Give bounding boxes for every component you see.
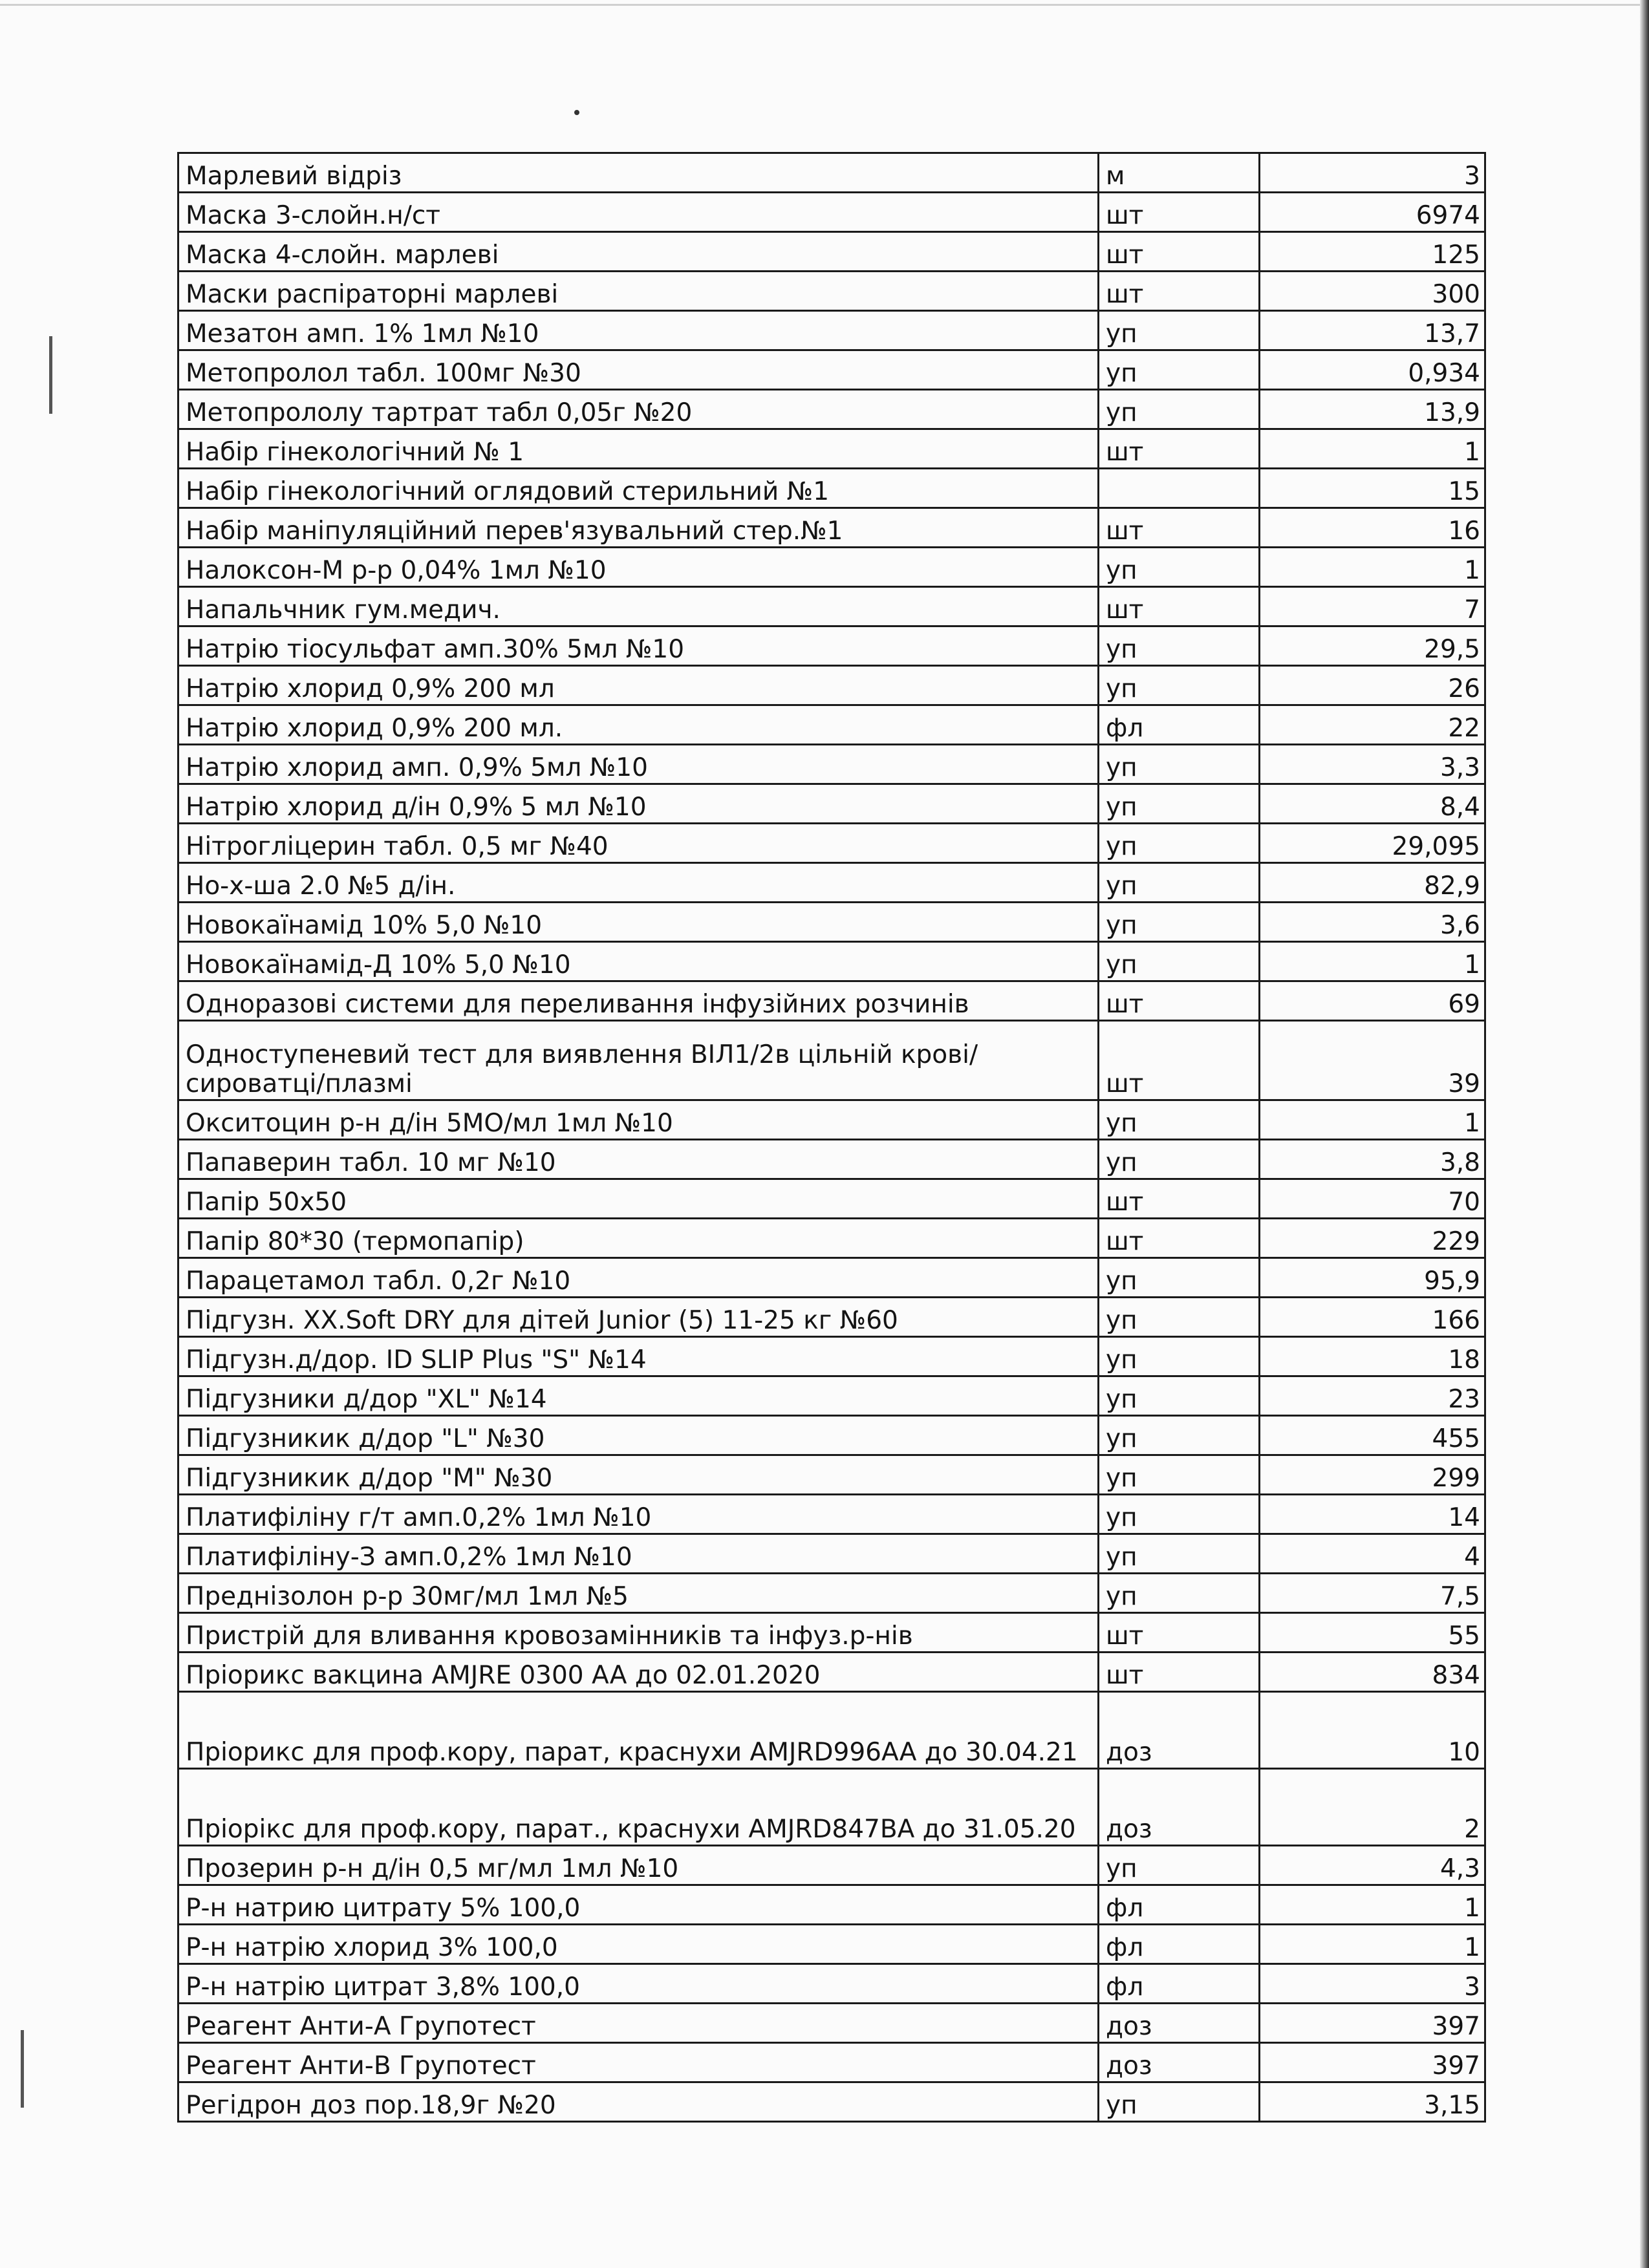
quantity-cell: 3,15	[1260, 2082, 1485, 2122]
unit-cell: шт	[1099, 981, 1260, 1021]
item-name-cell: Натрію хлорид д/ін 0,9% 5 мл №10	[178, 784, 1099, 824]
unit-cell: уп	[1099, 626, 1260, 666]
item-name-cell: Пріорикс вакцина AMJRE 0300 AA до 02.01.2020	[178, 1653, 1099, 1692]
quantity-cell: 3,3	[1260, 745, 1485, 784]
table-row	[178, 2043, 1485, 2082]
table-row	[178, 2082, 1485, 2122]
quantity-cell: 95,9	[1260, 1258, 1485, 1298]
unit-cell: уп	[1099, 311, 1260, 350]
item-name-cell: Папір 80*30 (термопапір)	[178, 1219, 1099, 1258]
unit-cell: шт	[1099, 272, 1260, 311]
table-row	[178, 1376, 1485, 1416]
item-name-cell: Набір гінекологічний № 1	[178, 429, 1099, 469]
quantity-cell: 18	[1260, 1337, 1485, 1376]
unit-cell: доз	[1099, 1692, 1260, 1769]
table-row	[178, 1495, 1485, 1534]
quantity-cell: 1	[1260, 942, 1485, 981]
item-name-cell: Платифіліну г/т амп.0,2% 1мл №10	[178, 1495, 1099, 1534]
table-row	[178, 350, 1485, 390]
table-row	[178, 429, 1485, 469]
item-name-cell: Метопролол табл. 100мг №30	[178, 350, 1099, 390]
table-row	[178, 548, 1485, 587]
item-name-cell: Натрію тіосульфат амп.30% 5мл №10	[178, 626, 1099, 666]
item-name-cell: Набір гінекологічний оглядовий стерильний №1	[178, 469, 1099, 508]
quantity-cell: 13,9	[1260, 390, 1485, 429]
item-name-cell: Марлевий відріз	[178, 153, 1099, 193]
quantity-cell: 10	[1260, 1692, 1485, 1769]
item-name-cell: Натрію хлорид 0,9% 200 мл.	[178, 705, 1099, 745]
quantity-cell: 125	[1260, 232, 1485, 272]
quantity-cell: 39	[1260, 1021, 1485, 1100]
unit-cell: шт	[1099, 429, 1260, 469]
table-row	[178, 903, 1485, 942]
table-row	[178, 153, 1485, 193]
quantity-cell: 15	[1260, 469, 1485, 508]
unit-cell	[1099, 469, 1260, 508]
quantity-cell: 16	[1260, 508, 1485, 548]
table-row	[178, 863, 1485, 903]
unit-cell: шт	[1099, 1653, 1260, 1692]
quantity-cell: 2	[1260, 1769, 1485, 1846]
quantity-cell: 455	[1260, 1416, 1485, 1455]
quantity-cell: 70	[1260, 1179, 1485, 1219]
unit-cell: шт	[1099, 1179, 1260, 1219]
unit-cell: шт	[1099, 1219, 1260, 1258]
quantity-cell: 1	[1260, 1885, 1485, 1925]
table-row	[178, 1298, 1485, 1337]
quantity-cell: 7	[1260, 587, 1485, 626]
item-name-cell: Підгузн. XX.Soft DRY для дітей Junior (5) 11-25 кг №60	[178, 1298, 1099, 1337]
table-row	[178, 1455, 1485, 1495]
ink-speck	[574, 110, 579, 115]
item-name-cell: Натрію хлорид 0,9% 200 мл	[178, 666, 1099, 705]
table-row	[178, 1925, 1485, 1964]
quantity-cell: 14	[1260, 1495, 1485, 1534]
item-name-cell: Підгузники д/дор "XL" №14	[178, 1376, 1099, 1416]
item-name-cell: Парацетамол табл. 0,2г №10	[178, 1258, 1099, 1298]
unit-cell: шт	[1099, 1613, 1260, 1653]
table-row	[178, 390, 1485, 429]
quantity-cell: 7,5	[1260, 1574, 1485, 1613]
quantity-cell: 55	[1260, 1613, 1485, 1653]
unit-cell: уп	[1099, 784, 1260, 824]
table-row	[178, 193, 1485, 232]
unit-cell: уп	[1099, 1574, 1260, 1613]
item-name-cell: Окситоцин р-н д/ін 5МО/мл 1мл №10	[178, 1100, 1099, 1140]
item-name-cell: Мезатон амп. 1% 1мл №10	[178, 311, 1099, 350]
unit-cell: уп	[1099, 745, 1260, 784]
unit-cell: уп	[1099, 942, 1260, 981]
table-row	[178, 981, 1485, 1021]
unit-cell: шт	[1099, 587, 1260, 626]
quantity-cell: 300	[1260, 272, 1485, 311]
quantity-cell: 166	[1260, 1298, 1485, 1337]
quantity-cell: 299	[1260, 1455, 1485, 1495]
unit-cell: уп	[1099, 1298, 1260, 1337]
unit-cell: уп	[1099, 1140, 1260, 1179]
table-row	[178, 1258, 1485, 1298]
unit-cell: уп	[1099, 666, 1260, 705]
table-row	[178, 705, 1485, 745]
unit-cell: доз	[1099, 2004, 1260, 2043]
unit-cell: уп	[1099, 1534, 1260, 1574]
quantity-cell: 69	[1260, 981, 1485, 1021]
unit-cell: фл	[1099, 1925, 1260, 1964]
table-row	[178, 1179, 1485, 1219]
table-row	[178, 784, 1485, 824]
table-row	[178, 469, 1485, 508]
table-row	[178, 1337, 1485, 1376]
table-row	[178, 1100, 1485, 1140]
quantity-cell: 3	[1260, 153, 1485, 193]
table-row	[178, 1692, 1485, 1769]
quantity-cell: 3,6	[1260, 903, 1485, 942]
item-name-cell: Підгузникик д/дор "M" №30	[178, 1455, 1099, 1495]
table-row	[178, 272, 1485, 311]
item-name-cell: Підгузн.д/дор. ID SLIP Plus "S" №14	[178, 1337, 1099, 1376]
quantity-cell: 29,5	[1260, 626, 1485, 666]
item-name-cell: Р-н натрію хлорид 3% 100,0	[178, 1925, 1099, 1964]
quantity-cell: 3,8	[1260, 1140, 1485, 1179]
unit-cell: уп	[1099, 1376, 1260, 1416]
quantity-cell: 29,095	[1260, 824, 1485, 863]
unit-cell: уп	[1099, 1846, 1260, 1885]
item-name-cell: Пристрій для вливання кровозамінників та інфуз.р-нів	[178, 1613, 1099, 1653]
table-row	[178, 1846, 1485, 1885]
unit-cell: уп	[1099, 1416, 1260, 1455]
item-name-cell: Метопрололу тартрат табл 0,05г №20	[178, 390, 1099, 429]
item-name-cell: Маски распіраторні марлеві	[178, 272, 1099, 311]
quantity-cell: 4,3	[1260, 1846, 1485, 1885]
quantity-cell: 1	[1260, 548, 1485, 587]
item-name-cell: Преднізолон р-р 30мг/мл 1мл №5	[178, 1574, 1099, 1613]
quantity-cell: 0,934	[1260, 350, 1485, 390]
unit-cell: уп	[1099, 903, 1260, 942]
quantity-cell: 13,7	[1260, 311, 1485, 350]
quantity-cell: 23	[1260, 1376, 1485, 1416]
unit-cell: уп	[1099, 1258, 1260, 1298]
item-name-cell: Одноразові системи для переливання інфузійних розчинів	[178, 981, 1099, 1021]
item-name-cell: Платифіліну-З амп.0,2% 1мл №10	[178, 1534, 1099, 1574]
table-row	[178, 942, 1485, 981]
item-name-cell: Маска 4-слойн. марлеві	[178, 232, 1099, 272]
item-name-cell: Напальчник гум.медич.	[178, 587, 1099, 626]
item-name-cell: Одноступеневий тест для виявлення ВІЛ1/2в цільній крові/сироватці/плазмі	[178, 1021, 1099, 1100]
item-name-cell: Натрію хлорид амп. 0,9% 5мл №10	[178, 745, 1099, 784]
item-name-cell: Папаверин табл. 10 мг №10	[178, 1140, 1099, 1179]
unit-cell: фл	[1099, 1885, 1260, 1925]
item-name-cell: Р-н натрию цитрату 5% 100,0	[178, 1885, 1099, 1925]
quantity-cell: 229	[1260, 1219, 1485, 1258]
quantity-cell: 1	[1260, 1100, 1485, 1140]
unit-cell: шт	[1099, 193, 1260, 232]
inventory-table	[177, 152, 1486, 2123]
unit-cell: уп	[1099, 1495, 1260, 1534]
item-name-cell: Новокаїнамід-Д 10% 5,0 №10	[178, 942, 1099, 981]
table-row	[178, 1534, 1485, 1574]
table-row	[178, 1574, 1485, 1613]
item-name-cell: Прозерин р-н д/ін 0,5 мг/мл 1мл №10	[178, 1846, 1099, 1885]
unit-cell: доз	[1099, 1769, 1260, 1846]
quantity-cell: 3	[1260, 1964, 1485, 2004]
item-name-cell: Реагент Анти-А Групотест	[178, 2004, 1099, 2043]
table-row	[178, 1653, 1485, 1692]
table-row	[178, 1964, 1485, 2004]
item-name-cell: Нітрогліцерин табл. 0,5 мг №40	[178, 824, 1099, 863]
quantity-cell: 6974	[1260, 193, 1485, 232]
unit-cell: доз	[1099, 2043, 1260, 2082]
quantity-cell: 397	[1260, 2043, 1485, 2082]
table-row	[178, 311, 1485, 350]
item-name-cell: Пріорикс для проф.кору, парат, краснухи AMJRD996AA до 30.04.21	[178, 1692, 1099, 1769]
table-row	[178, 1885, 1485, 1925]
unit-cell: уп	[1099, 1337, 1260, 1376]
table-row	[178, 232, 1485, 272]
quantity-cell: 1	[1260, 1925, 1485, 1964]
item-name-cell: Набір маніпуляційний перев'язувальний стер.№1	[178, 508, 1099, 548]
table-row	[178, 824, 1485, 863]
unit-cell: уп	[1099, 390, 1260, 429]
item-name-cell: Пріорікс для проф.кору, парат., краснухи AMJRD847BA до 31.05.20	[178, 1769, 1099, 1846]
table-row	[178, 1416, 1485, 1455]
table-row	[178, 745, 1485, 784]
quantity-cell: 397	[1260, 2004, 1485, 2043]
table-row	[178, 1021, 1485, 1100]
quantity-cell: 1	[1260, 429, 1485, 469]
unit-cell: уп	[1099, 350, 1260, 390]
quantity-cell: 26	[1260, 666, 1485, 705]
item-name-cell: Реагент Анти-В Групотест	[178, 2043, 1099, 2082]
item-name-cell: Підгузникик д/дор "L" №30	[178, 1416, 1099, 1455]
quantity-cell: 834	[1260, 1653, 1485, 1692]
unit-cell: м	[1099, 153, 1260, 193]
unit-cell: шт	[1099, 508, 1260, 548]
unit-cell: фл	[1099, 705, 1260, 745]
unit-cell: уп	[1099, 824, 1260, 863]
table-row	[178, 2004, 1485, 2043]
punch-mark-upper	[49, 336, 52, 414]
unit-cell: фл	[1099, 1964, 1260, 2004]
item-name-cell: Маска 3-слойн.н/ст	[178, 193, 1099, 232]
scan-top-rule	[0, 4, 1640, 6]
scan-right-edge	[1640, 0, 1649, 2268]
item-name-cell: Регідрон доз пор.18,9г №20	[178, 2082, 1099, 2122]
unit-cell: шт	[1099, 232, 1260, 272]
unit-cell: шт	[1099, 1021, 1260, 1100]
inventory-table-body	[178, 153, 1485, 2122]
punch-mark-lower	[21, 2030, 24, 2108]
unit-cell: уп	[1099, 2082, 1260, 2122]
quantity-cell: 4	[1260, 1534, 1485, 1574]
quantity-cell: 22	[1260, 705, 1485, 745]
table-row	[178, 1140, 1485, 1179]
table-row	[178, 1219, 1485, 1258]
item-name-cell: Р-н натрію цитрат 3,8% 100,0	[178, 1964, 1099, 2004]
quantity-cell: 8,4	[1260, 784, 1485, 824]
table-row	[178, 1613, 1485, 1653]
quantity-cell: 82,9	[1260, 863, 1485, 903]
unit-cell: уп	[1099, 1100, 1260, 1140]
table-row	[178, 666, 1485, 705]
table-row	[178, 1769, 1485, 1846]
item-name-cell: Новокаїнамід 10% 5,0 №10	[178, 903, 1099, 942]
item-name-cell: Но-х-ша 2.0 №5 д/ін.	[178, 863, 1099, 903]
table-row	[178, 626, 1485, 666]
item-name-cell: Папір 50х50	[178, 1179, 1099, 1219]
table-row	[178, 508, 1485, 548]
unit-cell: уп	[1099, 863, 1260, 903]
unit-cell: уп	[1099, 1455, 1260, 1495]
table-row	[178, 587, 1485, 626]
item-name-cell: Налоксон-М р-р 0,04% 1мл №10	[178, 548, 1099, 587]
unit-cell: уп	[1099, 548, 1260, 587]
